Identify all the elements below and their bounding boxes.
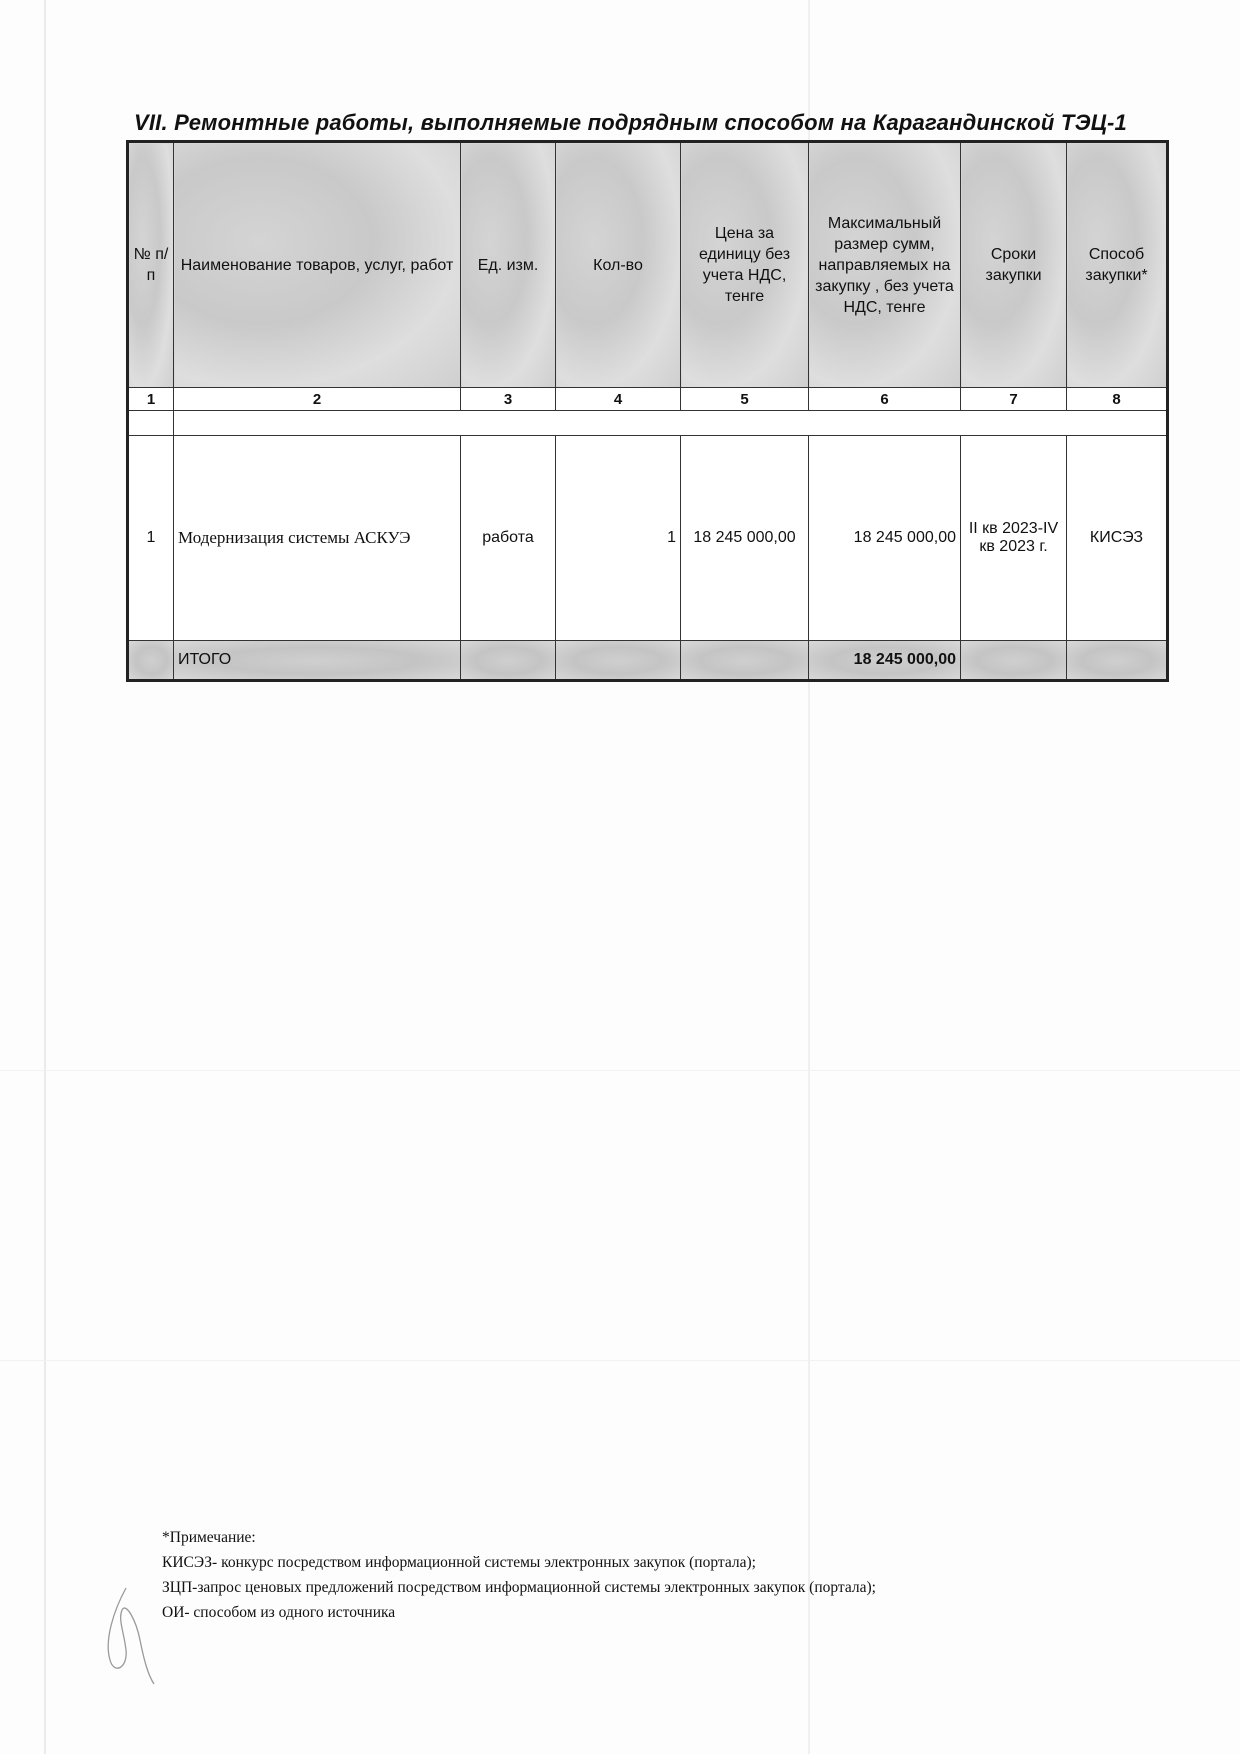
footnote (162, 1525, 876, 1625)
row-unit: работа (461, 436, 556, 641)
footnote-heading: *Примечание: (162, 1529, 256, 1546)
total-row (128, 641, 1168, 681)
row-method: КИСЭЗ (1067, 436, 1168, 641)
column-number: 2 (174, 388, 461, 411)
empty-row (128, 411, 1168, 436)
signature-mark (96, 1580, 176, 1690)
total-label: ИТОГО (174, 641, 461, 681)
footnote-line: КИСЭЗ- конкурс посредством информационной системы электронных закупок (портала); (162, 1554, 756, 1571)
header-cell-price: Цена за единицу без учета НДС, тенге (681, 142, 809, 388)
row-number: 1 (128, 436, 174, 641)
row-price: 18 245 000,00 (681, 436, 809, 641)
total-max-sum: 18 245 000,00 (809, 641, 961, 681)
row-max-sum: 18 245 000,00 (809, 436, 961, 641)
table-row (128, 436, 1168, 641)
column-number: 3 (461, 388, 556, 411)
column-number: 5 (681, 388, 809, 411)
column-number: 1 (128, 388, 174, 411)
footnote-line: ОИ- способом из одного источника (162, 1604, 396, 1621)
column-number: 7 (961, 388, 1067, 411)
scan-streak (44, 0, 46, 1754)
row-name: Модернизация системы АСКУЭ (174, 436, 461, 641)
footnote-line: ЗЦП-запрос ценовых предложений посредством информационной системы электронных закупок (портала); (162, 1579, 876, 1596)
header-cell-method: Способ закупки* (1067, 142, 1168, 388)
row-term: II кв 2023-IV кв 2023 г. (961, 436, 1067, 641)
column-number-row (128, 388, 1168, 411)
table-header-row (128, 142, 1168, 388)
scan-streak (0, 1360, 1240, 1361)
header-cell-num: № п/п (128, 142, 174, 388)
column-number: 6 (809, 388, 961, 411)
scan-streak (0, 1070, 1240, 1071)
procurement-table (126, 140, 1169, 682)
header-cell-max-sum: Максимальный размер сумм, направляемых на закупку , без учета НДС, тенге (809, 142, 961, 388)
header-cell-qty: Кол-во (556, 142, 681, 388)
row-qty: 1 (556, 436, 681, 641)
column-number: 8 (1067, 388, 1168, 411)
column-number: 4 (556, 388, 681, 411)
section-title: VII. Ремонтные работы, выполняемые подрядным способом на Карагандинской ТЭЦ-1 (134, 110, 1127, 135)
header-cell-term: Сроки закупки (961, 142, 1067, 388)
header-cell-name: Наименование товаров, услуг, работ (174, 142, 461, 388)
header-cell-unit: Ед. изм. (461, 142, 556, 388)
